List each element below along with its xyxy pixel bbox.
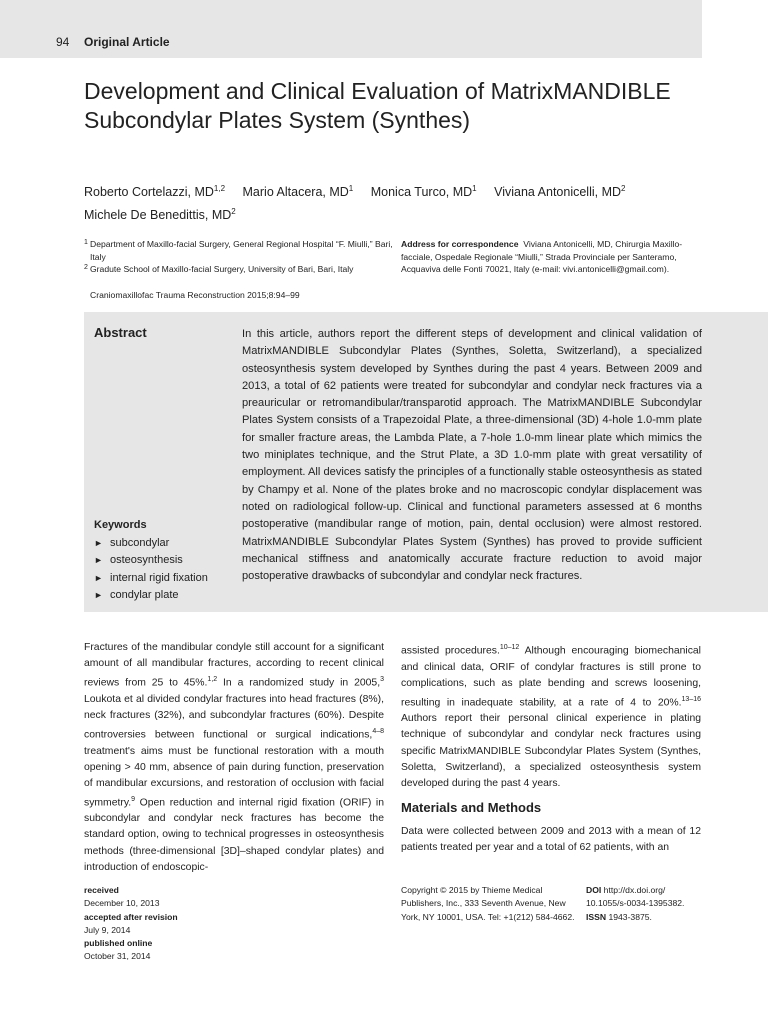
affiliation: 2 Gradute School of Maxillo-facial Surgery, University of Bari, Bari, Italy (84, 264, 354, 275)
arrow-icon: ► (94, 572, 103, 583)
author-list (84, 179, 684, 225)
author: Michele De Benedittis, $MD^2$ (84, 207, 236, 223)
citation: 3 (380, 676, 384, 684)
citation: 13–16 (681, 695, 701, 703)
abstract-heading: Abstract (94, 325, 147, 340)
section-text: Data were collected between 2009 and 2013 with a mean of 12 patients treated per year and a total of 62 patients, with an (401, 826, 701, 854)
section-heading: Materials and Methods (401, 800, 542, 815)
affiliation: 1 Department of Maxillo-facial Surgery, General Regional Hospital “F. Miulli,” Bari, Italy (84, 239, 393, 262)
journal-reference: Craniomaxillofac Trauma Reconstruction 2015;8:94–99 (90, 290, 300, 300)
doi-footer: DOI http://dx.doi.org/ 10.1055/s-0034-1395382. ISSN 1943-3875. (586, 885, 685, 922)
article-title: Development and Clinical Evaluation of MatrixMANDIBLE Subcondylar Plates System (Synthes) (84, 78, 671, 133)
section-label: Original Article (84, 35, 170, 49)
keyword-item: ► internal rigid fixation (94, 570, 208, 588)
abstract-box (84, 312, 768, 612)
keywords (94, 517, 208, 605)
dates-footer: received December 10, 2013 accepted after revision July 9, 2014 published online October 31, 2014 (84, 885, 178, 962)
keyword-item: ► osteosynthesis (94, 552, 208, 570)
author: Mario Altacera, $MD^1$ (242, 184, 354, 200)
correspondence: Address for correspondence Viviana Antonicelli, MD, Chirurgia Maxillo-facciale, Ospedale Regionale “Miulli,” Strada Provinciale per Santeramo, Acquaviva delle Fonti 70021, Italy (e-mail: vivi.antonicelli@gmail.com). (401, 239, 683, 275)
affiliations (84, 238, 394, 276)
citation: 4–8 (372, 727, 384, 735)
citation: 1,2 (207, 676, 218, 684)
body-left-column: Fractures of the mandibular condyle still account for a significant amount of all mandibular fractures, according to recent clinical reviews from 25 to 45%.$^{1,2}$ In a randomized study in 2005,$^3$ Loukota et al divided condylar fractures into head fractures (8%), neck fractures (32%), and subcondylar fractures (60%). Despite controversies between functional or surgical indications,$^{4-8}$ treatment's aims must be functional restoration with a mouth opening > 40 mm, absence of pain during function, preservation of mandibular excursions, and restoration of occlusion with facial symmetry.$^9$ Open reduction and internal rigid fixation (ORIF) in subcondylar and condylar neck fractures has become the standard option, owing to technical progresses in osteosynthesis methods (three-dimensional [3D]–shaped condylar plates) and introduction of endoscopic- (84, 642, 384, 873)
author: Viviana Antonicelli, $MD^2$ (494, 184, 626, 200)
citation: 10–12 (499, 644, 520, 651)
author: Monica Turco, $MD^1$ (370, 184, 477, 200)
keyword-item: ► condylar plate (94, 587, 208, 605)
abstract-text: In this article, authors report the different steps of development and clinical validation of MatrixMANDIBLE Subcondylar Plates (Synthes, Soletta, Switzerland), a specialized osteosynthesis system developed by Synthes during the past 4 years. Between 2009 and 2013, a total of 62 patients were treated for subcondylar and condylar neck fractures via a preauricular or retromandibular/transparotid approach. The MatrixMANDIBLE Subcondylar Plates System consists of a Trapezoidal Plate, a three-dimensional (3D) 4-hole 1.0-mm plate for smaller fracture areas, the Lambda Plate, a 7-hole 1.0-mm linear plate which mimics the two miniplates technique, and the Strut Plate, a 3D 1.0-mm plate with great versatility of employment. All devices satisfy the principles of a functionally stable osteosynthesis as stated by Champy et al. None of the plates broke and no macroscopic condylar displacement was noted on radiological follow-up. Clinical and functional parameters assessed at 6 months postoperative (mandibular range of motion, pain, dental occlusion) were almost restored. MatrixMANDIBLE Subcondylar Plates System (Synthes) has proved to provide sufficient mechanical stiffness and anatomically accurate fracture reduction to avoid major postoperative drawbacks of subcondylar and condylar neck fractures. (242, 328, 702, 583)
arrow-icon: ► (94, 555, 103, 566)
keywords-heading: Keywords (94, 519, 147, 531)
arrow-icon: ► (94, 537, 103, 548)
keyword-list (94, 535, 208, 605)
body-right-column: assisted procedures.$^{10-12}$ Although encouraging biomechanical and clinical data, ORIF of condylar fractures is still prone to complications, such as plate bending and screws loosening, resulting in inadequate stability, at a rate of 4 to 20%.$^{13-16}$ Authors report their personal clinical experience in plating technique of subcondylar and condylar neck fractures using specific MatrixMANDIBLE Subcondylar Plates System (Synthes, Soletta, Switzerland), a specialized osteosynthesis system developed during the past 4 years. (401, 644, 701, 789)
citation: 9 (131, 795, 136, 803)
keyword-item: ► subcondylar (94, 535, 208, 553)
copyright-footer: Copyright © 2015 by Thieme Medical Publishers, Inc., 333 Seventh Avenue, New York, NY 10001, USA. Tel: +1(212) 584-4662. (401, 885, 575, 922)
running-header (0, 0, 702, 58)
arrow-icon: ► (94, 590, 103, 601)
page-number: 94 (56, 35, 70, 49)
author: Roberto Cortelazzi, MD$^{1,2}$ (84, 184, 226, 200)
